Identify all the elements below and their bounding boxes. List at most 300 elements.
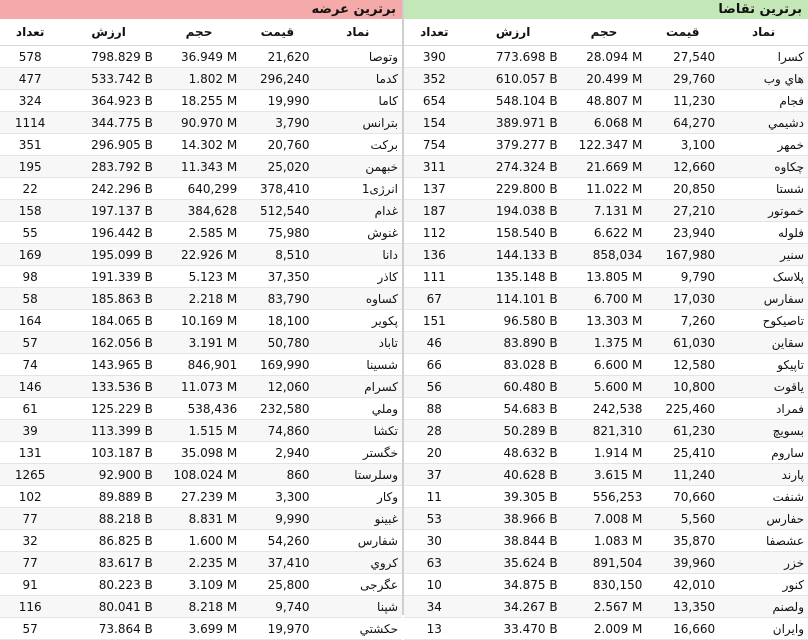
cell-price: 61,230 [646,420,719,442]
table-row[interactable] [404,244,808,266]
cell-volume: 108.024 M [157,464,241,486]
cell-count: 77 [0,552,60,574]
cell-price: 64,270 [646,112,719,134]
cell-price: 19,970 [241,618,313,640]
cell-volume: 3.699 M [157,618,241,640]
cell-volume: 384,628 [157,200,241,222]
table-row[interactable] [404,376,808,398]
table-body [404,46,808,640]
cell-symbol[interactable]: کاذر [314,266,402,288]
cell-symbol[interactable]: خموتور [719,200,808,222]
cell-value: 33.470 B [465,618,562,640]
cell-count: 61 [0,398,60,420]
table-row[interactable] [0,420,402,442]
cell-symbol[interactable]: چکاوه [719,156,808,178]
cell-volume: 18.255 M [157,90,241,112]
cell-volume: 36.949 M [157,46,241,68]
cell-count: 324 [0,90,60,112]
cell-count: 63 [404,552,465,574]
cell-symbol[interactable]: تاصيکوح [719,310,808,332]
cell-value: 88.218 B [60,508,156,530]
cell-volume: 556,253 [562,486,647,508]
cell-symbol[interactable]: عشصفا [719,530,808,552]
cell-price: 17,030 [646,288,719,310]
cell-price: 169,990 [241,354,313,376]
table-row[interactable] [404,552,808,574]
cell-count: 53 [404,508,465,530]
cell-price: 9,790 [646,266,719,288]
cell-volume: 1.375 M [562,332,647,354]
cell-symbol[interactable]: شستا [719,178,808,200]
table-row[interactable] [0,68,402,90]
cell-symbol[interactable]: ساروم [719,442,808,464]
cell-count: 67 [404,288,465,310]
cell-price: 16,660 [646,618,719,640]
cell-symbol[interactable]: فجام [719,90,808,112]
cell-count: 195 [0,156,60,178]
cell-symbol[interactable]: کدما [314,68,402,90]
cell-value: 35.624 B [465,552,562,574]
cell-volume: 1.914 M [562,442,647,464]
cell-symbol[interactable]: کسرا [719,46,808,68]
column-header-count[interactable]: تعداد [404,19,465,46]
cell-value: 60.480 B [465,376,562,398]
cell-symbol[interactable]: تاپيکو [719,354,808,376]
cell-price: 512,540 [241,200,313,222]
cell-value: 196.442 B [60,222,156,244]
table-row[interactable] [0,574,402,596]
table-row[interactable] [404,178,808,200]
column-header-count[interactable]: تعداد [0,19,60,46]
cell-symbol[interactable]: وکار [314,486,402,508]
table-row[interactable] [404,442,808,464]
cell-value: 195.099 B [60,244,156,266]
cell-price: 20,760 [241,134,313,156]
table-row[interactable] [0,156,402,178]
table-row[interactable] [404,420,808,442]
cell-price: 2,940 [241,442,313,464]
cell-price: 21,620 [241,46,313,68]
cell-volume: 5.600 M [562,376,647,398]
cell-volume: 2.585 M [157,222,241,244]
table-row[interactable] [404,530,808,552]
cell-symbol[interactable]: دشيمي [719,112,808,134]
cell-value: 143.965 B [60,354,156,376]
cell-symbol[interactable]: غدام [314,200,402,222]
cell-price: 225,460 [646,398,719,420]
cell-symbol[interactable]: وايران [719,618,808,640]
cell-value: 162.056 B [60,332,156,354]
cell-count: 137 [404,178,465,200]
column-header-volume[interactable]: حجم [157,19,241,46]
cell-count: 1265 [0,464,60,486]
cell-count: 111 [404,266,465,288]
cell-volume: 640,299 [157,178,241,200]
cell-symbol[interactable]: کروي [314,552,402,574]
table-row[interactable] [404,464,808,486]
table-header-row [404,19,808,46]
cell-symbol[interactable]: وسلرستا [314,464,402,486]
column-header-value[interactable]: ارزش [60,19,156,46]
cell-count: 352 [404,68,465,90]
cell-volume: 90.970 M [157,112,241,134]
table-row[interactable] [0,530,402,552]
cell-value: 135.148 B [465,266,562,288]
cell-volume: 10.169 M [157,310,241,332]
cell-value: 89.889 B [60,486,156,508]
cell-price: 13,350 [646,596,719,618]
cell-value: 38.844 B [465,530,562,552]
cell-price: 8,510 [241,244,313,266]
cell-symbol[interactable]: برکت [314,134,402,156]
cell-price: 27,540 [646,46,719,68]
column-header-value[interactable]: ارزش [465,19,562,46]
top-demand-panel [404,0,808,636]
cell-volume: 7.131 M [562,200,647,222]
table-row[interactable] [0,508,402,530]
table-row[interactable] [0,200,402,222]
column-header-symbol[interactable]: نماد [314,19,402,46]
cell-value: 194.038 B [465,200,562,222]
cell-price: 39,960 [646,552,719,574]
table-row[interactable] [404,596,808,618]
cell-value: 38.966 B [465,508,562,530]
table-row[interactable] [404,486,808,508]
cell-value: 96.580 B [465,310,562,332]
cell-value: 379.277 B [465,134,562,156]
cell-price: 54,260 [241,530,313,552]
table-row[interactable] [0,46,402,68]
cell-price: 12,660 [646,156,719,178]
table-row[interactable] [0,354,402,376]
cell-value: 34.875 B [465,574,562,596]
cell-volume: 11.022 M [562,178,647,200]
cell-value: 389.971 B [465,112,562,134]
table-row[interactable] [404,310,808,332]
top-supply-panel [0,0,404,636]
cell-volume: 11.073 M [157,376,241,398]
cell-count: 131 [0,442,60,464]
table-row[interactable] [0,552,402,574]
cell-count: 654 [404,90,465,112]
cell-symbol[interactable]: عگرجی [314,574,402,596]
table-header-row [0,19,402,46]
cell-symbol[interactable]: حکشتي [314,618,402,640]
cell-symbol[interactable]: ياقوت [719,376,808,398]
cell-price: 3,100 [646,134,719,156]
cell-value: 113.399 B [60,420,156,442]
table-row[interactable] [404,68,808,90]
cell-volume: 2.009 M [562,618,647,640]
cell-count: 154 [404,112,465,134]
cell-symbol[interactable]: سفارس [719,288,808,310]
table-row[interactable] [0,112,402,134]
cell-symbol[interactable]: سقاين [719,332,808,354]
cell-volume: 891,504 [562,552,647,574]
table-row[interactable] [404,156,808,178]
cell-count: 102 [0,486,60,508]
cell-volume: 14.302 M [157,134,241,156]
table-row[interactable] [404,288,808,310]
cell-value: 83.890 B [465,332,562,354]
cell-count: 146 [0,376,60,398]
cell-value: 144.133 B [465,244,562,266]
cell-volume: 1.083 M [562,530,647,552]
cell-value: 50.289 B [465,420,562,442]
cell-volume: 1.802 M [157,68,241,90]
cell-price: 70,660 [646,486,719,508]
cell-symbol[interactable]: سنير [719,244,808,266]
table-row[interactable] [404,46,808,68]
table-row[interactable] [0,442,402,464]
cell-symbol[interactable]: فمراد [719,398,808,420]
cell-symbol[interactable]: کساوه [314,288,402,310]
cell-symbol[interactable]: بترانس [314,112,402,134]
cell-volume: 846,901 [157,354,241,376]
cell-count: 164 [0,310,60,332]
cell-value: 133.536 B [60,376,156,398]
cell-count: 11 [404,486,465,508]
column-header-price[interactable]: قیمت [241,19,313,46]
cell-symbol[interactable]: شپنا [314,596,402,618]
cell-count: 91 [0,574,60,596]
cell-price: 37,410 [241,552,313,574]
cell-symbol[interactable]: وتوصا [314,46,402,68]
cell-symbol[interactable]: غبينو [314,508,402,530]
cell-count: 187 [404,200,465,222]
cell-count: 351 [0,134,60,156]
cell-volume: 22.926 M [157,244,241,266]
cell-symbol[interactable]: خبهمن [314,156,402,178]
cell-count: 34 [404,596,465,618]
cell-count: 136 [404,244,465,266]
cell-value: 283.792 B [60,156,156,178]
cell-count: 58 [0,288,60,310]
cell-count: 74 [0,354,60,376]
cell-price: 50,780 [241,332,313,354]
cell-symbol[interactable]: فلوله [719,222,808,244]
table-row[interactable] [0,398,402,420]
cell-value: 114.101 B [465,288,562,310]
table-row[interactable] [404,134,808,156]
cell-count: 88 [404,398,465,420]
cell-volume: 21.669 M [562,156,647,178]
cell-value: 73.864 B [60,618,156,640]
cell-price: 12,580 [646,354,719,376]
cell-price: 74,860 [241,420,313,442]
cell-symbol[interactable]: پکوير [314,310,402,332]
cell-volume: 13.805 M [562,266,647,288]
cell-count: 311 [404,156,465,178]
table-row[interactable] [404,266,808,288]
cell-count: 10 [404,574,465,596]
cell-count: 39 [0,420,60,442]
cell-symbol[interactable]: خگستر [314,442,402,464]
table-row[interactable] [0,288,402,310]
cell-price: 9,990 [241,508,313,530]
cell-volume: 1.515 M [157,420,241,442]
table-row[interactable] [0,486,402,508]
cell-symbol[interactable]: هاي وب [719,68,808,90]
cell-price: 9,740 [241,596,313,618]
table-row[interactable] [404,332,808,354]
cell-price: 61,030 [646,332,719,354]
table-row[interactable] [0,618,402,640]
cell-count: 477 [0,68,60,90]
cell-price: 23,940 [646,222,719,244]
table-row[interactable] [0,178,402,200]
cell-price: 296,240 [241,68,313,90]
cell-volume: 11.343 M [157,156,241,178]
table-row[interactable] [0,596,402,618]
cell-symbol[interactable]: کاما [314,90,402,112]
cell-volume: 48.807 M [562,90,647,112]
cell-price: 5,560 [646,508,719,530]
cell-volume: 821,310 [562,420,647,442]
cell-volume: 538,436 [157,398,241,420]
table-row[interactable] [404,200,808,222]
cell-price: 20,850 [646,178,719,200]
table-row[interactable] [404,112,808,134]
cell-value: 229.800 B [465,178,562,200]
cell-volume: 2.218 M [157,288,241,310]
cell-count: 37 [404,464,465,486]
cell-value: 80.223 B [60,574,156,596]
cell-price: 35,870 [646,530,719,552]
table-row[interactable] [404,354,808,376]
cell-symbol[interactable]: شنفت [719,486,808,508]
cell-volume: 8.218 M [157,596,241,618]
cell-count: 57 [0,332,60,354]
cell-symbol[interactable]: کنور [719,574,808,596]
cell-volume: 7.008 M [562,508,647,530]
cell-value: 39.305 B [465,486,562,508]
column-header-volume[interactable]: حجم [562,19,647,46]
table-row[interactable] [0,90,402,112]
cell-value: 191.339 B [60,266,156,288]
cell-count: 754 [404,134,465,156]
top-supply-title: برترین عرضه [0,0,402,19]
cell-symbol[interactable]: حفارس [719,508,808,530]
cell-value: 798.829 B [60,46,156,68]
cell-symbol[interactable]: ولصنم [719,596,808,618]
table-row[interactable] [0,376,402,398]
cell-symbol[interactable]: تاباد [314,332,402,354]
cell-value: 344.775 B [60,112,156,134]
table-row[interactable] [404,398,808,420]
cell-count: 98 [0,266,60,288]
cell-symbol[interactable]: خزر [719,552,808,574]
table-row[interactable] [0,310,402,332]
cell-symbol[interactable]: وملي [314,398,402,420]
table-row[interactable] [0,244,402,266]
table-row[interactable] [404,90,808,112]
cell-volume: 3.109 M [157,574,241,596]
cell-volume: 122.347 M [562,134,647,156]
cell-volume: 2.235 M [157,552,241,574]
table-body [0,46,402,640]
cell-price: 7,260 [646,310,719,332]
cell-value: 54.683 B [465,398,562,420]
cell-value: 197.137 B [60,200,156,222]
cell-volume: 2.567 M [562,596,647,618]
table-row[interactable] [404,618,808,640]
table-row[interactable] [0,332,402,354]
cell-volume: 35.098 M [157,442,241,464]
cell-price: 19,990 [241,90,313,112]
cell-volume: 3.615 M [562,464,647,486]
cell-count: 57 [0,618,60,640]
table-row[interactable] [404,574,808,596]
cell-price: 232,580 [241,398,313,420]
cell-symbol[interactable]: پلاسک [719,266,808,288]
cell-price: 12,060 [241,376,313,398]
cell-value: 80.041 B [60,596,156,618]
cell-volume: 6.700 M [562,288,647,310]
cell-value: 86.825 B [60,530,156,552]
table-row[interactable] [0,134,402,156]
cell-symbol[interactable]: دانا [314,244,402,266]
cell-count: 169 [0,244,60,266]
cell-symbol[interactable]: انرژی1 [314,178,402,200]
cell-price: 29,760 [646,68,719,90]
table-row[interactable] [404,508,808,530]
cell-price: 10,800 [646,376,719,398]
cell-count: 30 [404,530,465,552]
cell-volume: 830,150 [562,574,647,596]
cell-price: 860 [241,464,313,486]
cell-price: 83,790 [241,288,313,310]
cell-symbol[interactable]: غنوش [314,222,402,244]
cell-price: 167,980 [646,244,719,266]
cell-symbol[interactable]: پارند [719,464,808,486]
cell-count: 1114 [0,112,60,134]
cell-count: 116 [0,596,60,618]
cell-count: 578 [0,46,60,68]
cell-value: 103.187 B [60,442,156,464]
table-row[interactable] [0,222,402,244]
cell-symbol[interactable]: تکشا [314,420,402,442]
cell-symbol[interactable]: خمهر [719,134,808,156]
table-row[interactable] [0,464,402,486]
cell-price: 378,410 [241,178,313,200]
cell-volume: 3.191 M [157,332,241,354]
table-row[interactable] [404,222,808,244]
cell-symbol[interactable]: کسرام [314,376,402,398]
cell-volume: 13.303 M [562,310,647,332]
cell-count: 151 [404,310,465,332]
cell-value: 48.632 B [465,442,562,464]
cell-count: 28 [404,420,465,442]
cell-price: 25,410 [646,442,719,464]
cell-symbol[interactable]: شسينا [314,354,402,376]
table-row[interactable] [0,266,402,288]
cell-value: 185.863 B [60,288,156,310]
column-header-symbol[interactable]: نماد [719,19,808,46]
cell-price: 3,300 [241,486,313,508]
cell-volume: 8.831 M [157,508,241,530]
cell-value: 242.296 B [60,178,156,200]
cell-symbol[interactable]: شفارس [314,530,402,552]
cell-price: 37,350 [241,266,313,288]
cell-volume: 6.068 M [562,112,647,134]
cell-symbol[interactable]: بسويچ [719,420,808,442]
cell-count: 22 [0,178,60,200]
cell-value: 773.698 B [465,46,562,68]
column-header-price[interactable]: قیمت [646,19,719,46]
cell-value: 34.267 B [465,596,562,618]
cell-price: 42,010 [646,574,719,596]
